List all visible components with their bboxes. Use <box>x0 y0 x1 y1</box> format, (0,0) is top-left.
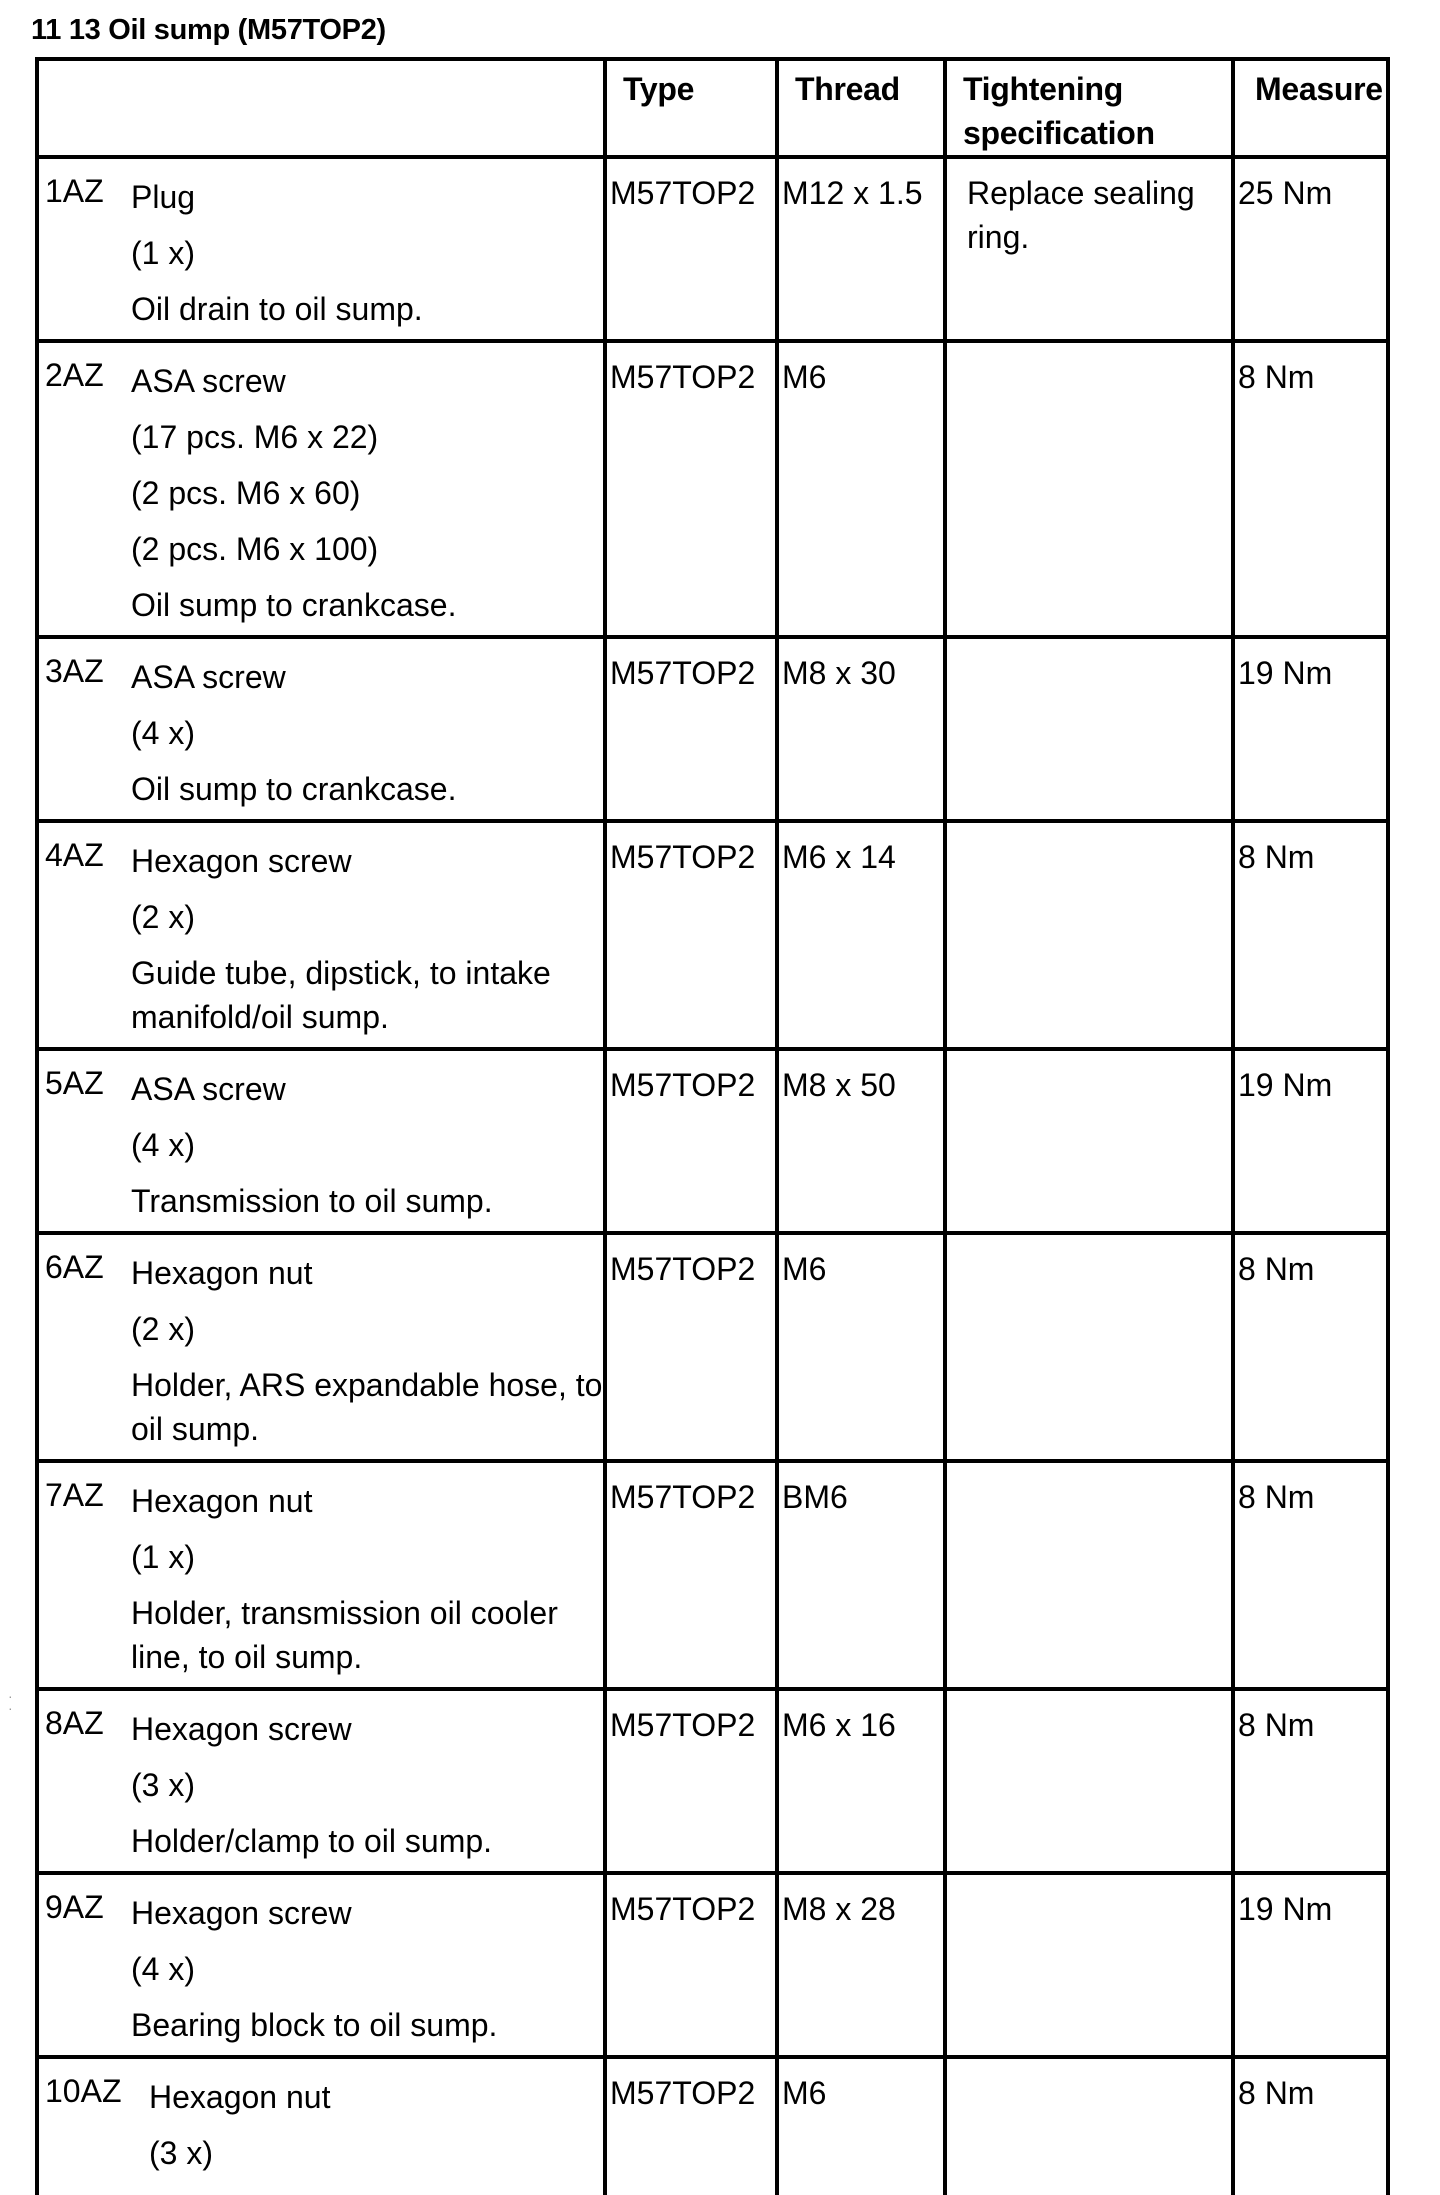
item-quantity: (4 x) <box>131 715 195 751</box>
item-description: Guide tube, dipstick, to intake manifold/oil sump. <box>131 955 551 1035</box>
type-cell <box>605 1689 777 1873</box>
item-quantity: (4 x) <box>131 1127 195 1163</box>
thread-cell <box>777 1461 945 1689</box>
item-cell <box>37 1873 605 2057</box>
item-name: ASA screw <box>131 1071 286 1107</box>
type-cell <box>605 1873 777 2057</box>
item-details <box>131 1875 603 2055</box>
tightening-cell-text <box>947 1051 1231 1063</box>
thread-cell-text: M8 x 30 <box>782 655 896 691</box>
item-code: 8AZ <box>45 1705 104 1741</box>
measure-cell <box>1233 1689 1388 1873</box>
type-cell-text: M57TOP2 <box>610 1251 756 1287</box>
tightening-cell-text <box>947 1235 1231 1247</box>
measure-cell-text: 8 Nm <box>1238 839 1315 875</box>
item-details <box>131 1235 603 1459</box>
tightening-cell-text <box>947 639 1231 651</box>
type-cell <box>605 1233 777 1461</box>
item-name: Hexagon screw <box>131 843 352 879</box>
page-title: 11 13 Oil sump (M57TOP2) <box>31 14 386 46</box>
item-description: Transmission to oil sump. <box>131 1183 493 1219</box>
table-row <box>37 1873 1388 2057</box>
item-code: 7AZ <box>45 1477 104 1513</box>
item-details <box>131 159 603 339</box>
type-cell-text: M57TOP2 <box>610 175 756 211</box>
tightening-cell <box>945 821 1233 1049</box>
measure-cell <box>1233 341 1388 637</box>
type-cell <box>605 1461 777 1689</box>
thread-cell <box>777 637 945 821</box>
type-cell <box>605 1049 777 1233</box>
item-name: Hexagon nut <box>149 2079 331 2115</box>
item-details <box>131 1051 603 1231</box>
tightening-cell-text: Replace sealing ring. <box>967 175 1195 255</box>
type-cell-text: M57TOP2 <box>610 1067 756 1103</box>
item-description: Holder, ARS expandable hose, to oil sump. <box>131 1367 603 1447</box>
tightening-cell <box>945 2057 1233 2195</box>
item-details <box>131 343 603 635</box>
item-cell <box>37 2057 605 2195</box>
tightening-cell-text <box>947 2059 1231 2071</box>
measure-cell <box>1233 821 1388 1049</box>
item-description: Oil sump to crankcase. <box>131 771 457 807</box>
thread-cell-text: M6 <box>782 359 827 395</box>
item-cell <box>37 157 605 341</box>
measure-cell <box>1233 1873 1388 2057</box>
measure-cell-text: 8 Nm <box>1238 2075 1315 2111</box>
measure-cell <box>1233 157 1388 341</box>
column-header-type: Type <box>605 59 777 157</box>
item-code: 6AZ <box>45 1249 104 1285</box>
measure-cell-text: 8 Nm <box>1238 1707 1315 1743</box>
item-cell <box>37 1233 605 1461</box>
thread-cell-text: M6 x 14 <box>782 839 896 875</box>
type-cell <box>605 341 777 637</box>
column-header-thread: Thread <box>777 59 945 157</box>
thread-cell <box>777 2057 945 2195</box>
type-cell-text: M57TOP2 <box>610 1891 756 1927</box>
item-name: ASA screw <box>131 363 286 399</box>
type-cell-text: M57TOP2 <box>610 1479 756 1515</box>
item-cell <box>37 821 605 1049</box>
thread-cell <box>777 1049 945 1233</box>
tightening-cell-text <box>947 343 1231 355</box>
item-name: Hexagon screw <box>131 1895 352 1931</box>
item-details <box>131 1691 603 1871</box>
type-cell <box>605 637 777 821</box>
scan-artifact: · · <box>8 1688 13 1716</box>
table-row <box>37 1461 1388 1689</box>
tightening-cell-text <box>947 823 1231 835</box>
tightening-cell <box>945 1049 1233 1233</box>
thread-cell-text: M6 <box>782 1251 827 1287</box>
item-description: Holder/clamp to oil sump. <box>131 1823 493 1859</box>
table-row <box>37 341 1388 637</box>
thread-cell-text: M8 x 50 <box>782 1067 896 1103</box>
item-code: 5AZ <box>45 1065 104 1101</box>
tightening-cell <box>945 1233 1233 1461</box>
measure-cell <box>1233 2057 1388 2195</box>
table-row <box>37 637 1388 821</box>
item-quantity: (1 x) <box>131 235 195 271</box>
item-details <box>131 639 603 819</box>
item-description: Oil sump to crankcase. <box>131 587 457 623</box>
thread-cell-text: M6 x 16 <box>782 1707 896 1743</box>
table-row <box>37 1233 1388 1461</box>
tightening-cell <box>945 637 1233 821</box>
item-quantity: (2 x) <box>131 1311 195 1347</box>
tightening-cell-text <box>947 1691 1231 1703</box>
thread-cell <box>777 341 945 637</box>
type-cell-text: M57TOP2 <box>610 2075 756 2111</box>
tightening-cell <box>945 157 1233 341</box>
tightening-cell-text <box>947 1463 1231 1475</box>
item-cell <box>37 637 605 821</box>
item-cell <box>37 1461 605 1689</box>
item-description: Bearing block to oil sump. <box>131 2007 498 2043</box>
item-cell <box>37 1689 605 1873</box>
torque-spec-table <box>35 57 1390 2195</box>
thread-cell <box>777 1873 945 2057</box>
item-quantity: (3 x) <box>149 2135 213 2171</box>
measure-cell-text: 19 Nm <box>1238 1067 1333 1103</box>
item-details <box>149 2059 603 2195</box>
item-cell <box>37 1049 605 1233</box>
item-description: Oil drain to oil sump. <box>131 291 423 327</box>
tightening-cell <box>945 1873 1233 2057</box>
item-quantity: (2 pcs. M6 x 100) <box>131 531 379 567</box>
column-header-tightening: Tightening specification <box>945 59 1233 157</box>
thread-cell-text: M6 <box>782 2075 827 2111</box>
tightening-cell-text <box>947 1875 1231 1887</box>
thread-cell <box>777 821 945 1049</box>
measure-cell-text: 8 Nm <box>1238 359 1315 395</box>
type-cell <box>605 821 777 1049</box>
measure-cell-text: 8 Nm <box>1238 1251 1315 1287</box>
item-name: Hexagon nut <box>131 1255 313 1291</box>
type-cell <box>605 2057 777 2195</box>
type-cell-text: M57TOP2 <box>610 1707 756 1743</box>
tightening-cell <box>945 341 1233 637</box>
item-cell <box>37 341 605 637</box>
item-name: ASA screw <box>131 659 286 695</box>
type-cell-text: M57TOP2 <box>610 359 756 395</box>
column-header-item <box>37 59 605 157</box>
thread-cell-text: M8 x 28 <box>782 1891 896 1927</box>
item-name: Hexagon nut <box>131 1483 313 1519</box>
table-row <box>37 2057 1388 2195</box>
item-name: Plug <box>131 179 196 215</box>
measure-cell <box>1233 1049 1388 1233</box>
table-row <box>37 821 1388 1049</box>
type-cell-text: M57TOP2 <box>610 839 756 875</box>
item-code: 2AZ <box>45 357 104 393</box>
item-code: 1AZ <box>45 173 104 209</box>
thread-cell <box>777 1233 945 1461</box>
item-code: 9AZ <box>45 1889 104 1925</box>
item-details <box>131 823 603 1047</box>
item-quantity: (2 pcs. M6 x 60) <box>131 475 361 511</box>
measure-cell <box>1233 1461 1388 1689</box>
measure-cell-text: 8 Nm <box>1238 1479 1315 1515</box>
table-row <box>37 1049 1388 1233</box>
item-code: 10AZ <box>45 2073 122 2109</box>
thread-cell <box>777 1689 945 1873</box>
item-code: 4AZ <box>45 837 104 873</box>
item-quantity: (1 x) <box>131 1539 195 1575</box>
table-row <box>37 157 1388 341</box>
column-header-measure: Measure <box>1233 59 1388 157</box>
tightening-cell <box>945 1689 1233 1873</box>
measure-cell <box>1233 1233 1388 1461</box>
thread-cell <box>777 157 945 341</box>
item-code: 3AZ <box>45 653 104 689</box>
table-row <box>37 1689 1388 1873</box>
type-cell-text: M57TOP2 <box>610 655 756 691</box>
measure-cell-text: 19 Nm <box>1238 1891 1333 1927</box>
thread-cell-text: M12 x 1.5 <box>782 175 923 211</box>
thread-cell-text: BM6 <box>782 1479 848 1515</box>
table-header-row <box>37 59 1388 157</box>
item-quantity: (4 x) <box>131 1951 195 1987</box>
measure-cell-text: 19 Nm <box>1238 655 1333 691</box>
item-description: Holder, transmission oil cooler line, to oil sump. <box>131 1595 558 1675</box>
measure-cell-text: 25 Nm <box>1238 175 1333 211</box>
type-cell <box>605 157 777 341</box>
item-quantity: (2 x) <box>131 899 195 935</box>
item-quantity: (3 x) <box>131 1767 195 1803</box>
tightening-cell <box>945 1461 1233 1689</box>
item-quantity: (17 pcs. M6 x 22) <box>131 419 379 455</box>
item-details <box>131 1463 603 1687</box>
measure-cell <box>1233 637 1388 821</box>
item-name: Hexagon screw <box>131 1711 352 1747</box>
